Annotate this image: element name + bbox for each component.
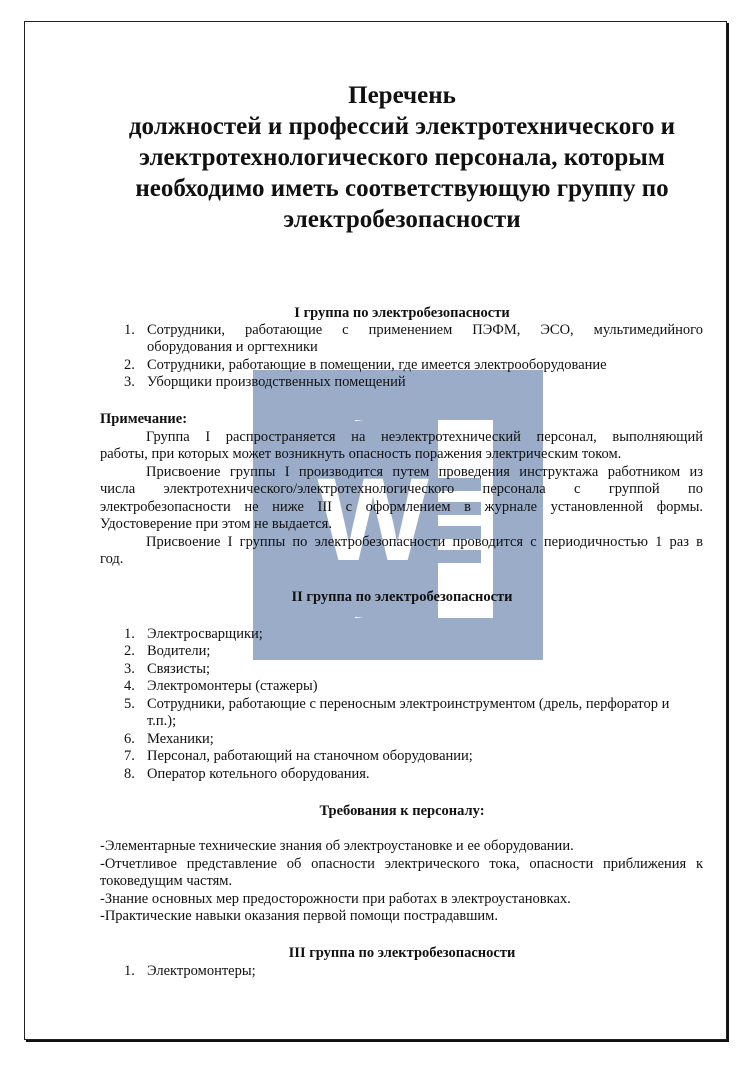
note-line: работы, при которых может возникнуть опасность поражения электрическим током. (100, 446, 622, 462)
note-line: Удостоверение при этом не выдается. (100, 516, 332, 532)
list-item: Связисты; (147, 661, 211, 677)
note-line: Присвоение группы I производится путем проведения инструктажа работником из (146, 464, 703, 480)
list-number: 1. (124, 322, 135, 338)
title-line: электробезопасности (283, 206, 521, 233)
list-item: Водители; (147, 643, 211, 659)
group3-heading: III группа по электробезопасности (288, 945, 516, 961)
title-line: должностей и профессий электротехнического и (128, 113, 676, 140)
title-line: Перечень (348, 82, 456, 109)
list-item: Персонал, работающий на станочном оборудовании; (147, 748, 473, 764)
note-line: год. (100, 551, 124, 567)
document-title (100, 80, 704, 235)
list-number: 1. (124, 626, 135, 642)
list-item: Электромонтеры (стажеры) (147, 678, 318, 694)
note-line: электробезопасности не ниже III с оформлением в журнале установленной формы. (100, 499, 703, 515)
list-item: Электромонтеры; (147, 963, 256, 979)
group2-heading: II группа по электробезопасности (291, 589, 513, 605)
list-number: 8. (124, 766, 135, 782)
list-number: 1. (124, 963, 135, 979)
requirement-line: токоведущим частям. (100, 873, 233, 889)
list-item-continuation: т.п.); (147, 713, 177, 729)
note-line: Присвоение I группы по электробезопасности проводится с периодичностью 1 раз в (146, 534, 703, 550)
list-number: 2. (124, 357, 135, 373)
group1-heading: I группа по электробезопасности (294, 305, 510, 321)
requirement-line: -Практические навыки оказания первой помощи пострадавшим. (100, 908, 498, 924)
list-item: Уборщики производственных помещений (147, 374, 406, 390)
list-item: Сотрудники, работающие с переносным электроинструментом (дрель, перфоратор и (147, 696, 670, 712)
list-item: Сотрудники, работающие с применением ПЭФМ, ЭСО, мультимедийного (147, 322, 703, 338)
list-item: Механики; (147, 731, 214, 747)
note-label: Примечание: (100, 411, 188, 427)
list-number: 5. (124, 696, 135, 712)
title-line: электротехнологического персонала, которым (139, 144, 665, 171)
list-number: 7. (124, 748, 135, 764)
list-item: Сотрудники, работающие в помещении, где имеется электрооборудование (147, 357, 607, 373)
watermark-letter: W (317, 454, 429, 586)
list-item: Электросварщики; (147, 626, 263, 642)
list-item: Оператор котельного оборудования. (147, 766, 370, 782)
title-line: необходимо иметь соответствующую группу по (135, 175, 669, 202)
requirement-line: -Отчетливое представление об опасности электрического тока, опасности приближения к (100, 856, 703, 872)
requirements-heading: Требования к персоналу: (319, 803, 485, 819)
list-number: 4. (124, 678, 135, 694)
note-line: числа электротехнического/электротехнологического персонала с группой по (100, 481, 703, 497)
list-number: 6. (124, 731, 135, 747)
list-number: 3. (124, 661, 135, 677)
requirement-line: -Знание основных мер предосторожности при работах в электроустановках. (100, 891, 571, 907)
list-number: 3. (124, 374, 135, 390)
requirement-line: -Элементарные технические знания об электроустановке и ее оборудовании. (100, 838, 574, 854)
list-number: 2. (124, 643, 135, 659)
list-item-continuation: оборудования и оргтехники (147, 339, 318, 355)
note-line: Группа I распространяется на неэлектротехнический персонал, выполняющий (146, 429, 703, 445)
